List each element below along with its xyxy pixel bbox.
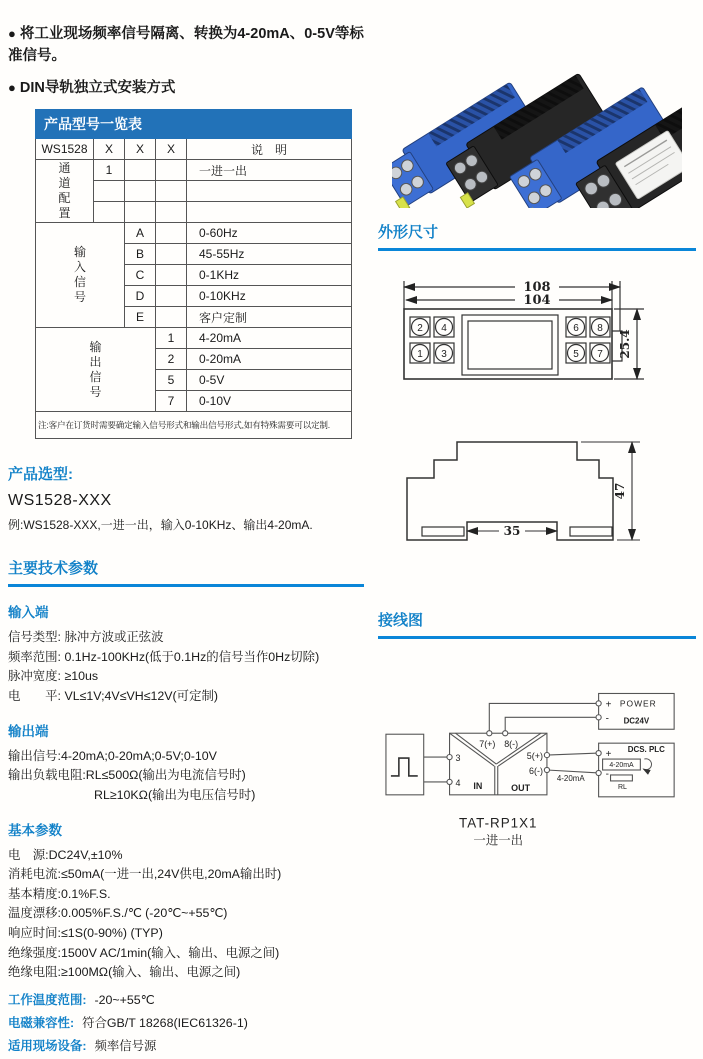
feature-bullet-2 [8,78,364,100]
terminal-number: 2 [417,323,423,334]
group-label-channel: 通道配置 [36,160,94,223]
right-column [378,38,696,853]
group-label-output: 输出信号 [36,328,156,412]
meter-label: 4-20mA [609,762,634,769]
desc-cell: 客户定制 [187,307,352,328]
desc-cell [187,202,352,223]
tech-line: 电 平: VL≤1V;4V≤VH≤12V(可定制) [8,688,364,706]
footer-label: 工作温度范围: [8,993,86,1007]
table-cell [156,265,187,286]
wiring-diagram [378,685,696,853]
tech-line: RL≥10KΩ(输出为电压信号时) [8,787,364,805]
desc-cell: 一进一出 [187,160,352,181]
terminal-number: 7 [597,349,603,360]
table-title: 产品型号一览表 [36,110,352,139]
code-cell: C [125,265,156,286]
table-cell [156,202,187,223]
footer-label: 电磁兼容性: [8,1016,74,1030]
feature-bullet-1 [8,24,364,68]
tech-line: 基本精度:0.1%F.S. [8,886,364,904]
feature-bullet-2-text: DIN导轨独立式安装方式 [20,80,175,96]
desc-cell: 4-20mA [187,328,352,349]
terminal-7-label: 7(+) [479,739,495,749]
desc-cell: 0-20mA [187,349,352,370]
terminal-number: 4 [441,323,447,334]
left-column [8,24,364,1059]
dcs-plus: + [606,749,612,760]
rl-label: RL [618,784,627,791]
table-cell [156,160,187,181]
wiring-title: 接线图 [378,609,696,639]
terminal-4-label: 4 [456,778,461,788]
tech-line: 频率范围: 0.1Hz-100KHz(低于0.1Hz的信号当作0Hz切除) [8,649,364,667]
footer-label: 适用现场设备: [8,1039,86,1053]
table-row [36,328,352,349]
code-cell: B [125,244,156,265]
table-title-row [36,110,352,139]
tech-line: 绝缘强度:1500V AC/1min(输入、输出、电源之间) [8,945,364,963]
desc-cell: 0-5V [187,370,352,391]
code-cell: 5 [156,370,187,391]
module-out-label: OUT [511,783,530,793]
desc-cell: 0-10V [187,391,352,412]
power-minus: - [606,713,609,724]
tech-line: 输出信号:4-20mA;0-20mA;0-5V;0-10V [8,748,364,766]
code-cell: A [125,223,156,244]
table-row [36,160,352,181]
selection-title: 产品选型: [8,463,364,484]
code-cell: D [125,286,156,307]
terminal-number: 1 [417,349,423,360]
product-photo [392,38,682,208]
header-model: WS1528 [36,139,94,160]
code-cell: E [125,307,156,328]
table-cell [156,244,187,265]
code-cell: 7 [156,391,187,412]
tech-line: 温度漂移:0.005%F.S./℃ (-20℃~+55℃) [8,905,364,923]
tech-line: 绝缘电阻:≥100MΩ(输入、输出、电源之间) [8,964,364,982]
tech-line: 信号类型: 脉冲方波或正弦波 [8,629,364,647]
dcs-minus: - [606,769,609,780]
wiring-model-caption: TAT-RP1X1 [459,816,537,831]
table-row [36,223,352,244]
code-cell: 1 [94,160,125,181]
group-label-input: 输入信号 [36,223,125,328]
power-plus: + [606,699,612,710]
side-view-drawing [382,415,692,555]
basic-section-title: 基本参数 [8,819,364,839]
dim-label-104: 104 [523,293,550,308]
table-note-row [36,412,352,439]
tech-line: 消耗电流:≤50mA(一进一出,24V供电,20mA输出时) [8,866,364,884]
tech-line: 输出负载电阻:RL≤500Ω(输出为电流信号时) [8,767,364,785]
footer-value: -20~+55℃ [94,993,154,1007]
dim-label-108: 108 [523,280,550,295]
header-desc: 说 明 [187,139,352,160]
power-label: POWER [620,698,657,708]
terminal-number: 5 [573,349,579,360]
footer-item [8,990,364,1008]
terminal-8-label: 8(-) [504,739,518,749]
table-cell [156,181,187,202]
desc-cell: 0-1KHz [187,265,352,286]
tech-line: 脉冲宽度: ≥10us [8,668,364,686]
code-cell [94,202,125,223]
product-selection [8,463,364,533]
desc-cell: 45-55Hz [187,244,352,265]
footer-value: 符合GB/T 18268(IEC61326-1) [82,1016,248,1030]
table-cell [125,202,156,223]
input-section-title: 输入端 [8,601,364,621]
dim-label-25-4: 25.4 [618,329,632,358]
tech-line: 响应时间:≤1S(0-90%) (TYP) [8,925,364,943]
dcs-plc-label: DCS. PLC [628,745,665,754]
code-cell [94,181,125,202]
table-cell [125,160,156,181]
module-in-label: IN [473,781,482,791]
rl-resistor [611,775,633,781]
terminal-5-label: 5(+) [527,751,543,761]
dimensions-title: 外形尺寸 [378,221,696,251]
wiring-sub-caption: 一进一出 [473,833,523,848]
tech-footer [8,990,364,1054]
dc24v-label: DC24V [624,716,650,725]
terminal-3-label: 3 [456,753,461,763]
footer-item [8,1036,364,1054]
dim-label-35: 35 [504,524,521,538]
top-view-drawing [382,273,692,405]
header-x1: X [94,139,125,160]
terminal-6-label: 6(-) [529,766,543,776]
square-wave-icon [391,758,418,776]
table-note: 注:客户在订货时需要确定输入信号形式和输出信号形式,如有特殊需要可以定制. [36,412,352,439]
code-cell: 1 [156,328,187,349]
table-cell [125,181,156,202]
desc-cell: 0-60Hz [187,223,352,244]
footer-item [8,1013,364,1031]
table-header-row [36,139,352,160]
header-x2: X [125,139,156,160]
bullet-icon: ● [8,26,16,41]
table-cell [156,286,187,307]
footer-value: 频率信号源 [94,1039,156,1053]
product-model-table [35,109,352,439]
output-section-title: 输出端 [8,720,364,740]
dim-label-47: 47 [613,483,627,500]
code-cell: 2 [156,349,187,370]
feature-bullet-1-text: 将工业现场频率信号隔离、转换为4-20mA、0-5V等标准信号。 [8,26,364,64]
selection-example: 例:WS1528-XXX,一进一出，输入0-10KHz、输出4-20mA. [8,516,364,533]
header-x3: X [156,139,187,160]
bullet-icon: ● [8,80,16,95]
tech-title: 主要技术参数 [8,557,364,587]
tech-params [8,557,364,1054]
table-cell [156,223,187,244]
tech-line: 电 源:DC24V,±10% [8,847,364,865]
wire-signal-label: 4-20mA [557,774,585,783]
terminal-number: 6 [573,323,579,334]
desc-cell [187,181,352,202]
desc-cell: 0-10KHz [187,286,352,307]
selection-model: WS1528-XXX [8,492,364,510]
terminal-number: 3 [441,349,447,360]
terminal-number: 8 [597,323,603,334]
table-cell [156,307,187,328]
pulse-source-box [386,734,424,795]
